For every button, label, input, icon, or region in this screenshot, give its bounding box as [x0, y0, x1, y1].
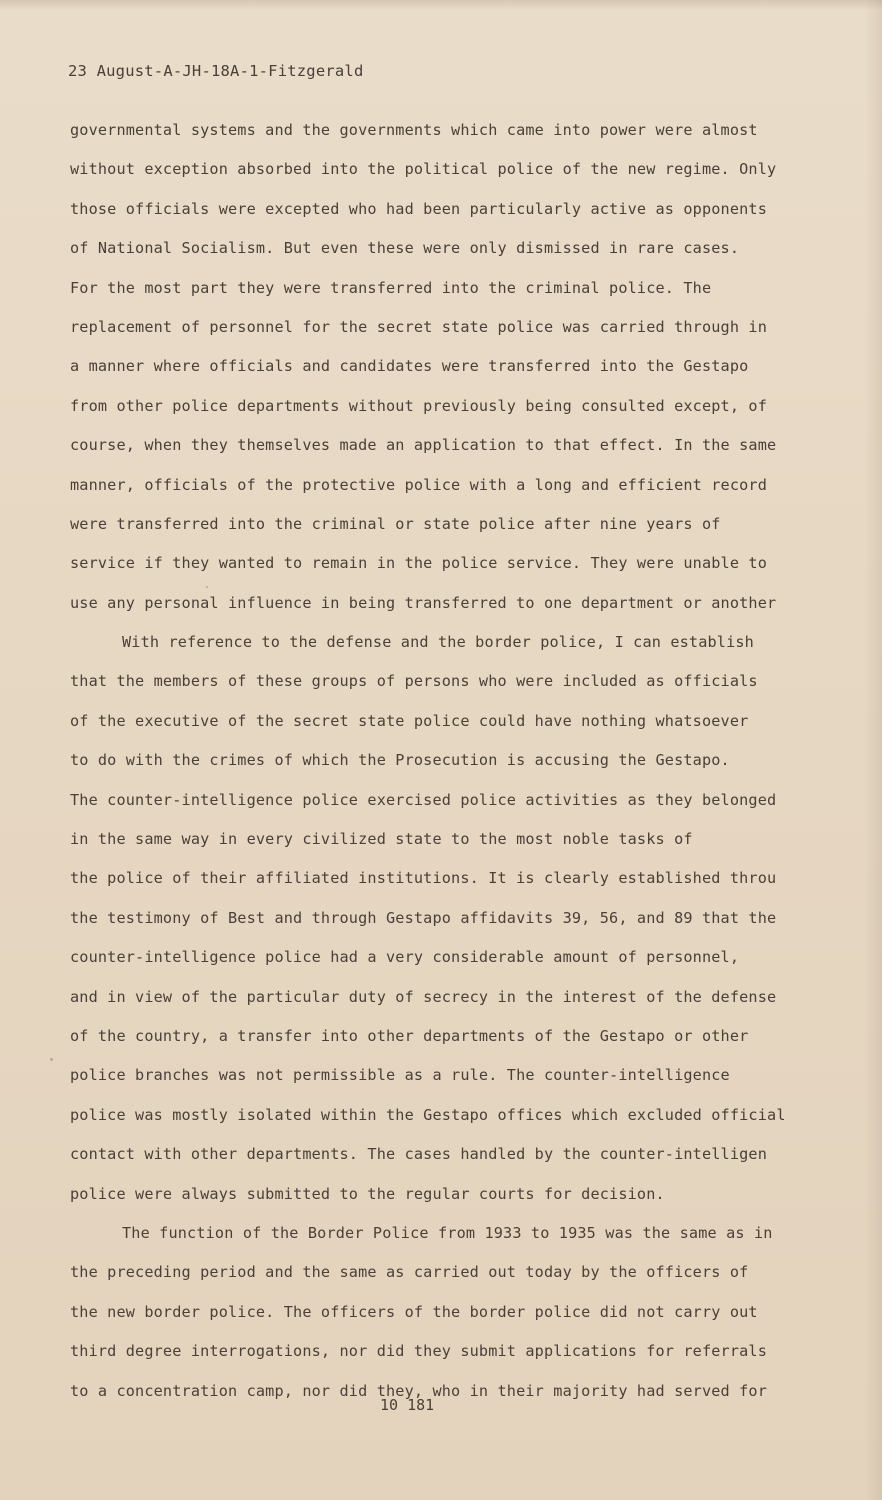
text-line: third degree interrogations, nor did they submit applications for referrals [70, 1342, 768, 1361]
page-top-shadow [0, 0, 882, 10]
text-line: police was mostly isolated within the Gestapo offices which excluded official [70, 1105, 786, 1124]
text-line: the new border police. The officers of the border police did not carry out [70, 1302, 758, 1321]
text-line: service if they wanted to remain in the police service. They were unable to [70, 554, 768, 573]
text-line: of National Socialism. But even these were only dismissed in rare cases. [70, 239, 740, 258]
page-edge-shadow [864, 0, 882, 1500]
text-line: course, when they themselves made an application to that effect. In the same [70, 436, 777, 455]
text-line: replacement of personnel for the secret state police was carried through in [70, 317, 768, 336]
text-line: those officials were excepted who had been particularly active as opponents [70, 199, 768, 218]
document-header: 23 August-A-JH-18A-1-Fitzgerald [68, 62, 364, 80]
text-line: that the members of these groups of persons who were included as officials [70, 672, 758, 691]
text-line: in the same way in every civilized state to the most noble tasks of [70, 830, 693, 849]
paper-speck [206, 586, 208, 588]
text-line: and in view of the particular duty of secrecy in the interest of the defense [70, 987, 777, 1006]
text-line: manner, officials of the protective police with a long and efficient record [70, 475, 768, 494]
text-line: from other police departments without previously being consulted except, of [70, 396, 768, 415]
text-line: the testimony of Best and through Gestapo affidavits 39, 56, and 89 that the [70, 908, 777, 927]
text-line: the police of their affiliated institutions. It is clearly established throu [70, 869, 777, 888]
text-line: the preceding period and the same as carried out today by the officers of [70, 1263, 749, 1282]
text-line: police branches was not permissible as a rule. The counter-intelligence [70, 1066, 730, 1085]
text-line: to a concentration camp, nor did they, who in their majority had served for [70, 1381, 768, 1400]
text-line: For the most part they were transferred into the criminal police. The [70, 278, 712, 297]
text-line: contact with other departments. The cases handled by the counter-intelligen [70, 1145, 768, 1164]
page-number: 10 181 [380, 1396, 435, 1414]
paper-speck [50, 1058, 53, 1061]
text-line: use any personal influence in being transferred to one department or another [70, 593, 777, 612]
text-line: to do with the crimes of which the Prosecution is accusing the Gestapo. [70, 751, 730, 770]
text-line: governmental systems and the governments which came into power were almost [70, 121, 758, 139]
text-line: police were always submitted to the regular courts for decision. [70, 1184, 665, 1203]
text-line: without exception absorbed into the political police of the new regime. Only [70, 160, 777, 179]
text-line: a manner where officials and candidates were transferred into the Gestapo [70, 357, 749, 376]
text-line: of the country, a transfer into other departments of the Gestapo or other [70, 1026, 749, 1045]
text-line: were transferred into the criminal or state police after nine years of [70, 514, 721, 533]
text-line: of the executive of the secret state police could have nothing whatsoever [70, 711, 749, 730]
paragraph-start-line: The function of the Border Police from 1933 to 1935 was the same as in [122, 1223, 773, 1242]
body-text [70, 116, 820, 1416]
text-line: counter-intelligence police had a very considerable amount of personnel, [70, 948, 740, 967]
paragraph-start-line: With reference to the defense and the border police, I can establish [122, 633, 754, 652]
text-line: The counter-intelligence police exercised police activities as they belonged [70, 790, 777, 809]
